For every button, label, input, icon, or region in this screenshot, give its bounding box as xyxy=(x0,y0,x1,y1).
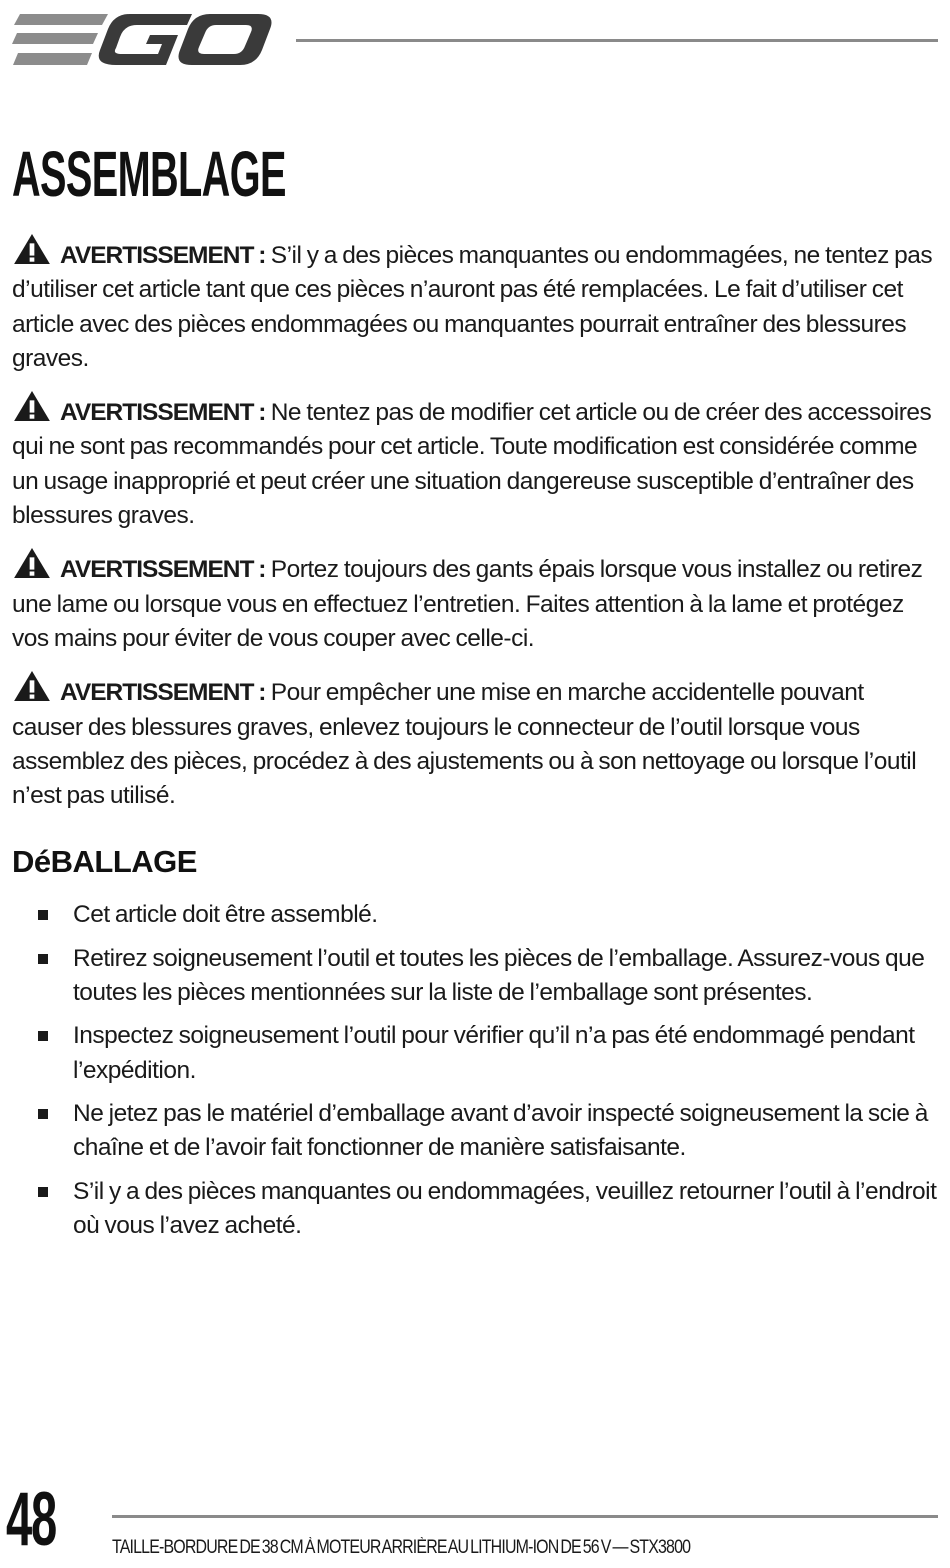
warning-modification xyxy=(12,390,938,533)
list-item xyxy=(12,898,938,932)
warning-triangle-icon xyxy=(12,670,52,702)
square-bullet-icon xyxy=(38,1031,48,1041)
square-bullet-icon xyxy=(38,910,48,920)
list-item xyxy=(12,1175,938,1244)
warning-label: AVERTISSEMENT : xyxy=(60,399,266,427)
page-title: ASSEMBLAGE xyxy=(12,138,286,210)
warning-missing-parts xyxy=(12,233,938,376)
warning-label: AVERTISSEMENT : xyxy=(60,679,266,707)
list-item xyxy=(12,942,938,1011)
warning-text: Portez toujours des gants épais lorsque vous installez ou retirez une lame ou lorsque vous en effectuez l’entretien. Faites attention à la lame et protégez vos mains pour éviter de vous couper avec celle-ci. xyxy=(12,556,923,652)
square-bullet-icon xyxy=(38,954,48,964)
page-number: 48 xyxy=(6,1477,56,1562)
warning-triangle-icon xyxy=(12,390,52,422)
warning-text: S’il y a des pièces manquantes ou endommagées, ne tentez pas d’utiliser cet article tant que ces pièces n’auront pas été remplacées. Le fait d’utiliser cet article avec des pièces endommagées ou manquantes pourrait entraîner des blessures graves. xyxy=(12,242,933,372)
footer-divider xyxy=(112,1515,938,1518)
list-item-text: Retirez soigneusement l’outil et toutes les pièces de l’emballage. Assurez-vous que toutes les pièces mentionnées sur la liste de l’emballage sont présentes. xyxy=(73,944,925,1007)
warning-text: Pour empêcher une mise en marche accidentelle pouvant causer des blessures graves, enlevez toujours le connecteur de l’outil lorsque vous assemblez des pièces, procédez à des ajustements ou à son nettoyage ou lorsque l’outil n’est pas utilisé. xyxy=(12,679,917,810)
list-item xyxy=(12,1097,938,1166)
header-divider xyxy=(296,39,938,42)
list-item-text: S’il y a des pièces manquantes ou endommagées, veuillez retourner l’outil à l’endroit où vous l’avez acheté. xyxy=(73,1177,937,1239)
square-bullet-icon xyxy=(38,1187,48,1197)
list-item xyxy=(12,1019,938,1088)
warning-triangle-icon xyxy=(12,547,52,579)
warning-label: AVERTISSEMENT : xyxy=(60,242,266,269)
square-bullet-icon xyxy=(38,1109,48,1119)
page-header xyxy=(12,10,938,70)
warning-triangle-icon xyxy=(12,233,52,265)
page-content xyxy=(12,233,938,1252)
page-footer xyxy=(0,1470,950,1568)
list-item-text: Inspectez soigneusement l’outil pour vérifier qu’il n’a pas été endommagé pendant l’expédition. xyxy=(73,1022,915,1084)
warning-label: AVERTISSEMENT : xyxy=(60,556,266,584)
list-item-text: Ne jetez pas le matériel d’emballage avant d’avoir inspecté soigneusement la scie à chaîne et de l’avoir fait fonctionner de manière satisfaisante. xyxy=(73,1099,928,1162)
warning-gloves xyxy=(12,547,938,656)
list-item-text: Cet article doit être assemblé. xyxy=(73,901,378,929)
ego-logo xyxy=(12,10,272,70)
unpacking-list xyxy=(12,898,938,1243)
warning-accidental-start xyxy=(12,670,938,813)
warning-text: Ne tentez pas de modifier cet article ou de créer des accessoires qui ne sont pas recommandés pour cet article. Toute modification est considérée comme un usage inapproprié et peut créer une situation dangereuse susceptible d’entraîner des blessures graves. xyxy=(12,399,932,530)
unpacking-heading: DéBALLAGE xyxy=(12,844,197,880)
footer-product-line: TAILLE-BORDURE DE 38 CM À MOTEUR ARRIÈRE AU LITHIUM-ION DE 56 V — STX3800 xyxy=(112,1537,691,1558)
